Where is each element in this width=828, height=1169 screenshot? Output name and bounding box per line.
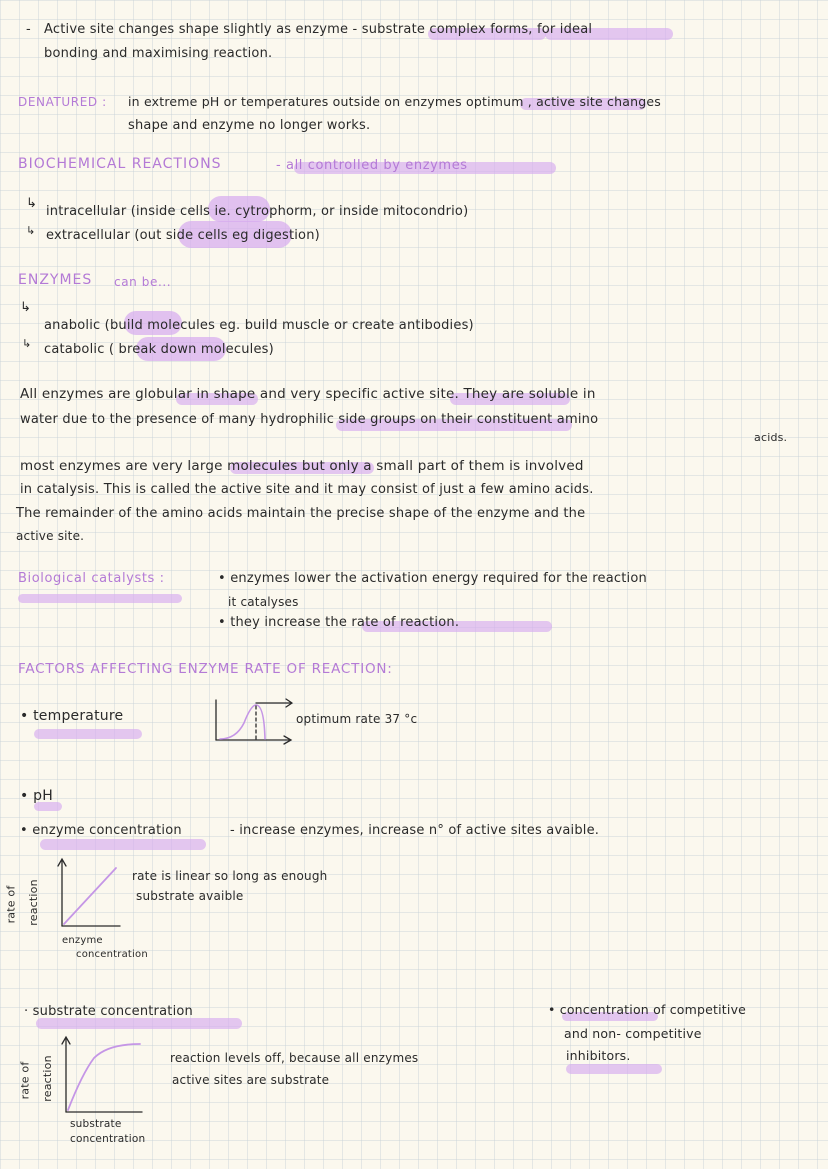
catalysts-bullet-1: • enzymes lower the activation energy required for the reaction [218, 571, 647, 586]
substrate-conc-graph [62, 1034, 144, 1114]
highlight-bio-catalysts [18, 594, 182, 603]
highlight-temperature [34, 729, 142, 739]
graph2-note-2: active sites are substrate [172, 1073, 330, 1087]
inhibitors-line-3: inhibitors. [566, 1048, 631, 1063]
temp-curve [220, 705, 265, 739]
graph1-xlabel-2: concentration [76, 949, 148, 960]
graph1-ylabel-1: rate of [4, 885, 18, 924]
biochem-subheading: - all controlled by enzymes [276, 158, 468, 173]
graph1-ylabel-2: reaction [26, 879, 40, 926]
highlight-inhibitors [566, 1064, 662, 1074]
enzyme-conc-note: - increase enzymes, increase n° of active sites avaible. [230, 823, 600, 838]
enzymes-arrow-1: ↳ [20, 300, 32, 315]
denatured-line-1: in extreme pH or temperatures outside on enzymes optimum , active site changes [128, 94, 661, 109]
enzymes-bullet-1: anabolic (build molecules eg. build muscle or create antibodies) [44, 318, 474, 333]
graph2-xlabel-1: substrate [70, 1118, 122, 1130]
biochem-bullet-1: intracellular (inside cells ie. cytrophorm, or inside mitocondrio) [46, 204, 469, 219]
biochem-heading: BIOCHEMICAL REACTIONS [18, 156, 222, 172]
highlight-enzyme-conc [40, 839, 206, 850]
intro-line-2: bonding and maximising reaction. [44, 46, 273, 61]
factor-substrate-conc: · substrate concentration [24, 1004, 193, 1019]
graph1-line [64, 868, 116, 924]
graph1-note-2: substrate avaible [136, 889, 244, 903]
para2-line-3: The remainder of the amino acids maintain the precise shape of the enzyme and the [16, 506, 586, 521]
temp-note: optimum rate 37 °c [296, 712, 418, 726]
enzymes-arrow-2: ↳ [22, 337, 32, 350]
intro-dash: - [26, 22, 31, 37]
inhibitors-line-2: and non- competitive [564, 1026, 702, 1041]
catalysts-bullet-2: • they increase the rate of reaction. [218, 615, 460, 630]
graph2-xlabel-2: concentration [70, 1133, 146, 1145]
denatured-line-2: shape and enzyme no longer works. [128, 118, 371, 133]
graph2-ylabel-2: reaction [40, 1055, 54, 1102]
graph2-note-1: reaction levels off, because all enzymes [170, 1051, 419, 1065]
enzymes-subheading: can be... [114, 275, 172, 289]
intro-line-1: Active site changes shape slightly as enzyme - substrate complex forms, for ideal [44, 22, 593, 37]
graph2-ylabel-1: rate of [18, 1061, 32, 1100]
enzymes-bullet-2: catabolic ( break down molecules) [44, 342, 274, 357]
para1-line-2: water due to the presence of many hydrophilic side groups on their constituent amino [20, 412, 599, 427]
enzymes-heading: ENZYMES [18, 272, 93, 288]
catalysts-bullet-1-cont: it catalyses [228, 595, 299, 609]
factor-enzyme-conc: • enzyme concentration [20, 823, 182, 838]
para2-line-1: most enzymes are very large molecules but only a small part of them is involved [20, 458, 584, 474]
graph2-curve [68, 1044, 140, 1110]
temperature-graph [214, 698, 296, 744]
graph1-xlabel-1: enzyme [62, 935, 103, 946]
temp-pointer-arrow [256, 699, 292, 707]
enzyme-conc-graph [58, 856, 122, 928]
factor-ph: • pH [20, 788, 53, 804]
factors-heading: FACTORS AFFECTING ENZYME RATE OF REACTION: [18, 661, 393, 677]
denatured-label: DENATURED : [18, 95, 107, 109]
catalysts-label: Biological catalysts : [18, 571, 165, 586]
graph1-note-1: rate is linear so long as enough [132, 869, 328, 883]
para1-line-1: All enzymes are globular in shape and very specific active site. They are soluble in [20, 386, 596, 402]
para2-line-4: active site. [16, 529, 85, 543]
biochem-bullet-2: extracellular (out side cells eg digestion) [46, 228, 320, 243]
biochem-arrow-2: ↳ [26, 224, 36, 237]
inhibitors-line-1: • concentration of competitive [548, 1002, 747, 1017]
factor-temperature: • temperature [20, 708, 124, 724]
para1-line-3: acids. [754, 431, 788, 444]
biochem-arrow-1: ↳ [26, 196, 38, 211]
para2-line-2: in catalysis. This is called the active site and it may consist of just a few amino acids. [20, 482, 594, 497]
